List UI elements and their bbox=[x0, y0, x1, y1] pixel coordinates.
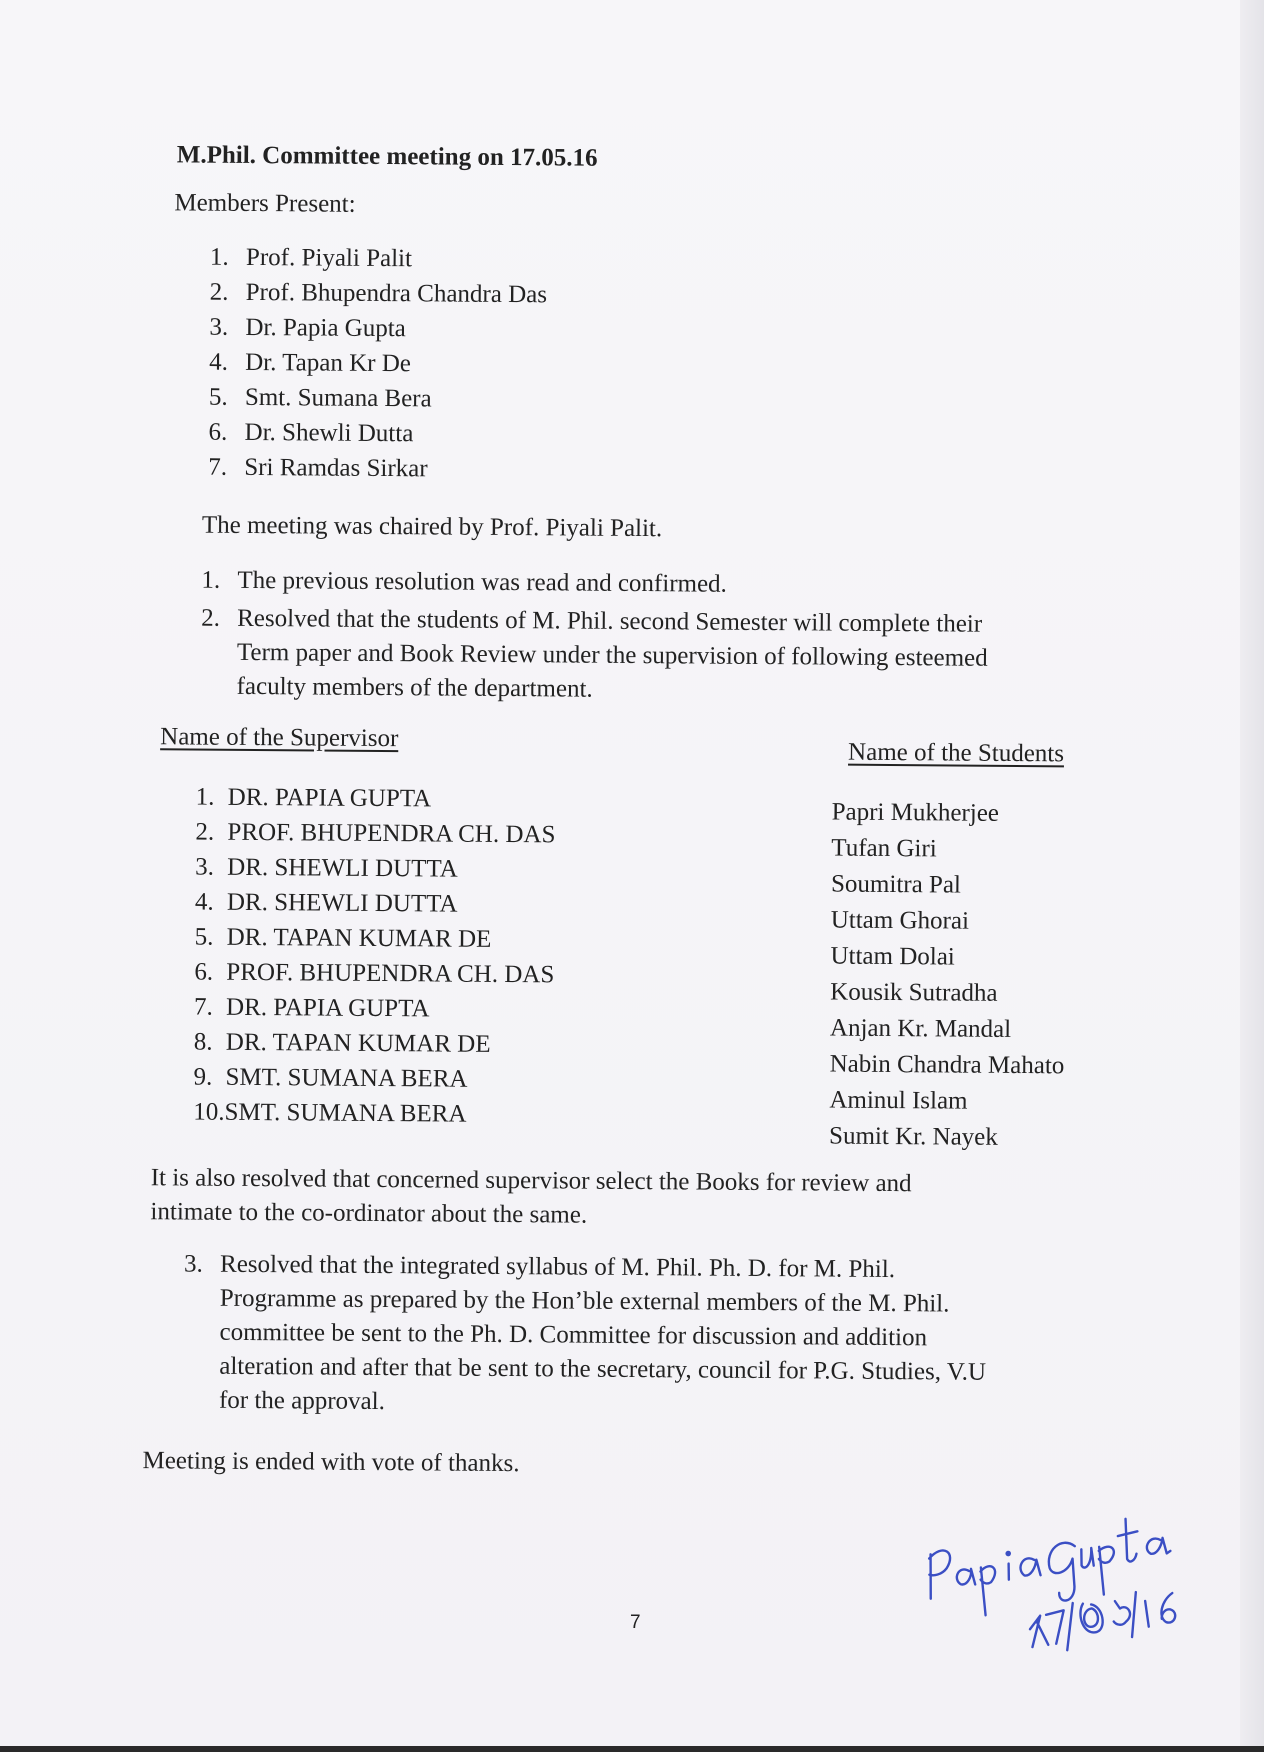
list-number: 1. bbox=[209, 243, 229, 271]
list-number: 7. bbox=[193, 993, 213, 1021]
resolution-text: for the approval. bbox=[218, 1386, 386, 1416]
page-title: M.Phil. Committee meeting on 17.05.16 bbox=[176, 141, 598, 172]
list-number: 4. bbox=[209, 348, 229, 376]
supervisor-name: PROF. BHUPENDRA CH. DAS bbox=[227, 818, 556, 849]
list-number: 2. bbox=[195, 818, 215, 846]
list-number: 3. bbox=[183, 1250, 203, 1278]
student-name: Papri Mukherjee bbox=[831, 798, 1000, 827]
resolution-1 bbox=[201, 564, 727, 602]
supervisor-item bbox=[193, 1095, 553, 1133]
member-item bbox=[210, 275, 548, 313]
list-number: 5. bbox=[194, 923, 214, 951]
supervisor-name: DR. TAPAN KUMAR DE bbox=[225, 1028, 491, 1058]
resolution-text: committee be sent to the Ph. D. Committee for discussion and addition bbox=[219, 1318, 928, 1352]
student-name: Sumit Kr. Nayek bbox=[828, 1122, 998, 1151]
supervisor-name: DR. SHEWLI DUTTA bbox=[227, 853, 458, 883]
list-number: 3. bbox=[195, 853, 215, 881]
student-name: Tufan Giri bbox=[831, 834, 937, 863]
supervisor-item bbox=[195, 920, 555, 958]
list-number: 3. bbox=[209, 313, 229, 341]
page-edge-shadow bbox=[1240, 0, 1264, 1752]
list-number: 7. bbox=[208, 453, 228, 481]
student-name: Nabin Chandra Mahato bbox=[829, 1050, 1065, 1080]
supervisor-item bbox=[194, 1025, 554, 1063]
student-name: Kousik Sutradha bbox=[830, 978, 998, 1007]
also-resolved-paragraph bbox=[150, 1161, 911, 1235]
resolution-text: Term paper and Book Review under the supervision of following esteemed bbox=[236, 638, 988, 672]
resolution-text: alteration and after that be sent to the secretary, council for P.G. Studies, V.U bbox=[219, 1352, 987, 1386]
members-heading: Members Present: bbox=[174, 189, 356, 218]
member-name: Prof. Piyali Palit bbox=[245, 243, 413, 273]
supervisor-item bbox=[193, 1060, 553, 1098]
list-number: 2. bbox=[201, 604, 221, 632]
resolution-text: Programme as prepared by the Hon’ble external members of the M. Phil. bbox=[219, 1284, 950, 1318]
supervisor-item bbox=[194, 990, 554, 1028]
supervisor-list bbox=[193, 780, 556, 1133]
list-number: 6. bbox=[194, 958, 214, 986]
list-number: 8. bbox=[193, 1028, 213, 1056]
list-number: 6. bbox=[208, 418, 228, 446]
member-name: Dr. Shewli Dutta bbox=[244, 418, 414, 448]
supervisor-item bbox=[194, 955, 554, 993]
supervisor-name: SMT. SUMANA BERA bbox=[224, 1098, 467, 1128]
member-item bbox=[208, 450, 546, 488]
supervisor-name: DR. PAPIA GUPTA bbox=[225, 993, 430, 1023]
resolution-text: The previous resolution was read and confirmed. bbox=[237, 566, 727, 598]
paragraph-line: intimate to the co-ordinator about the same. bbox=[150, 1198, 588, 1229]
list-number: 9. bbox=[193, 1063, 213, 1091]
student-name: Aminul Islam bbox=[829, 1086, 968, 1115]
list-number: 5. bbox=[208, 383, 228, 411]
members-list bbox=[208, 240, 547, 488]
chair-line: The meeting was chaired by Prof. Piyali Palit. bbox=[201, 511, 663, 543]
member-item bbox=[208, 415, 546, 453]
supervisor-name: SMT. SUMANA BERA bbox=[225, 1063, 468, 1093]
member-name: Prof. Bhupendra Chandra Das bbox=[245, 278, 548, 309]
resolution-text: Resolved that the integrated syllabus of M. Phil. Ph. D. for M. Phil. bbox=[219, 1250, 896, 1284]
students-list bbox=[829, 795, 1066, 1157]
student-name: Uttam Ghorai bbox=[830, 906, 970, 935]
resolution-text: faculty members of the department. bbox=[236, 672, 593, 703]
list-number: 4. bbox=[194, 888, 214, 916]
member-name: Sri Ramdas Sirkar bbox=[244, 453, 428, 483]
resolution-text: Resolved that the students of M. Phil. second Semester will complete their bbox=[237, 604, 983, 638]
supervisor-item bbox=[195, 885, 555, 923]
supervisor-item bbox=[195, 850, 555, 888]
supervisor-name: PROF. BHUPENDRA CH. DAS bbox=[226, 958, 555, 989]
student-name: Uttam Dolai bbox=[830, 942, 955, 971]
student-name: Soumitra Pal bbox=[830, 870, 962, 899]
list-number: 1. bbox=[195, 783, 215, 811]
supervisor-name: DR. SHEWLI DUTTA bbox=[226, 888, 458, 918]
paragraph-line: It is also resolved that concerned supervisor select the Books for review and bbox=[150, 1164, 912, 1198]
member-name: Smt. Sumana Bera bbox=[244, 383, 432, 413]
supervisor-column-header: Name of the Supervisor bbox=[160, 723, 399, 753]
list-number: 10. bbox=[193, 1098, 225, 1126]
supervisor-item bbox=[196, 780, 556, 818]
page-number: 7 bbox=[630, 1612, 641, 1633]
list-number: 1. bbox=[201, 566, 221, 594]
supervisor-name: DR. PAPIA GUPTA bbox=[227, 783, 432, 813]
students-column-header: Name of the Students bbox=[848, 738, 1065, 768]
member-name: Dr. Papia Gupta bbox=[245, 313, 406, 343]
list-number: 2. bbox=[209, 278, 229, 306]
member-item bbox=[209, 380, 547, 418]
student-name: Anjan Kr. Mandal bbox=[829, 1014, 1012, 1043]
closing-line: Meeting is ended with vote of thanks. bbox=[142, 1447, 520, 1478]
supervisor-name: DR. TAPAN KUMAR DE bbox=[226, 923, 492, 953]
member-item bbox=[209, 310, 547, 348]
resolution-3 bbox=[183, 1247, 987, 1423]
member-item bbox=[210, 240, 548, 278]
member-name: Dr. Tapan Kr De bbox=[245, 348, 412, 378]
resolution-2 bbox=[200, 602, 988, 710]
supervisor-item bbox=[195, 815, 555, 853]
member-item bbox=[209, 345, 547, 383]
